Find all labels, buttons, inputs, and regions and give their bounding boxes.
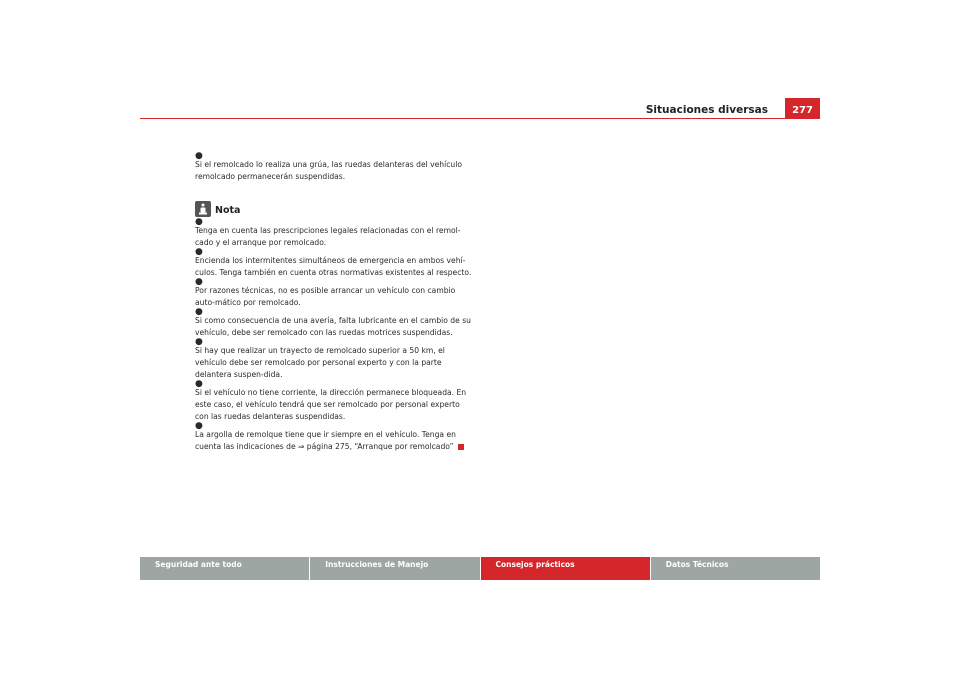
info-note-icon (195, 201, 211, 217)
note-title: Nota (215, 205, 241, 216)
list-item-text: Si como consecuencia de una avería, falta lubricante en el cambio de su vehículo, debe ser remolcado con las ruedas motrices suspendidas. (195, 316, 471, 337)
tab-instrucciones[interactable]: Instrucciones de Manejo (310, 557, 479, 580)
bullet-dot: ● (195, 277, 203, 287)
page-number-badge: 277 (785, 98, 820, 119)
bullet-dot: ● (195, 379, 203, 389)
list-item (195, 309, 475, 339)
tab-datos-tecnicos[interactable]: Datos Técnicos (651, 557, 820, 580)
header-divider (140, 118, 820, 119)
list-item (195, 249, 475, 279)
list-item-text: Si el vehículo no tiene corriente, la dirección permanece bloqueada. En este caso, el vehículo tendrá que ser remolcado por personal experto con las ruedas delanteras suspendidas. (195, 388, 467, 421)
chapter-nav (140, 557, 820, 580)
list-item (195, 381, 475, 423)
bullet-dot: ● (195, 337, 203, 347)
bullet-dot: ● (195, 217, 203, 227)
list-item-text: Tenga en cuenta las prescripciones legales relacionadas con el remol-cado y el arranque por remolcado. (195, 226, 461, 247)
note-heading (195, 199, 475, 217)
list-item-text: Por razones técnicas, no es posible arrancar un vehículo con cambio auto-mático por remolcado. (195, 286, 456, 307)
list-item (195, 423, 475, 453)
list-item-text: Encienda los intermitentes simultáneos de emergencia en ambos vehí-culos. Tenga también en cuenta otras normativas existentes al respecto. (195, 256, 472, 277)
list-item-text: La argolla de remolque tiene que ir siempre en el vehículo. Tenga en cuenta las indicaciones de ⇒ página 275, “Arranque por remolcado” (195, 430, 456, 451)
list-item (195, 279, 475, 309)
list-item (195, 219, 475, 249)
bullet-dot: ● (195, 151, 203, 161)
bullet-dot: ● (195, 307, 203, 317)
section-title: Situaciones diversas (645, 104, 768, 116)
list-item-text: Si hay que realizar un trayecto de remolcado superior a 50 km, el vehículo debe ser remolcado por personal experto y con la parte delantera suspen-dida. (195, 346, 445, 379)
main-content (195, 153, 475, 453)
list-item (195, 153, 475, 183)
tab-consejos[interactable]: Consejos prácticos (481, 557, 650, 580)
tab-seguridad[interactable]: Seguridad ante todo (140, 557, 309, 580)
list-item (195, 339, 475, 381)
section-end-mark (458, 444, 464, 450)
bullet-dot: ● (195, 247, 203, 257)
list-item-text: Si el remolcado lo realiza una grúa, las ruedas delanteras del vehículo remolcado permanecerán suspendidas. (195, 160, 462, 181)
bullet-dot: ● (195, 421, 203, 431)
